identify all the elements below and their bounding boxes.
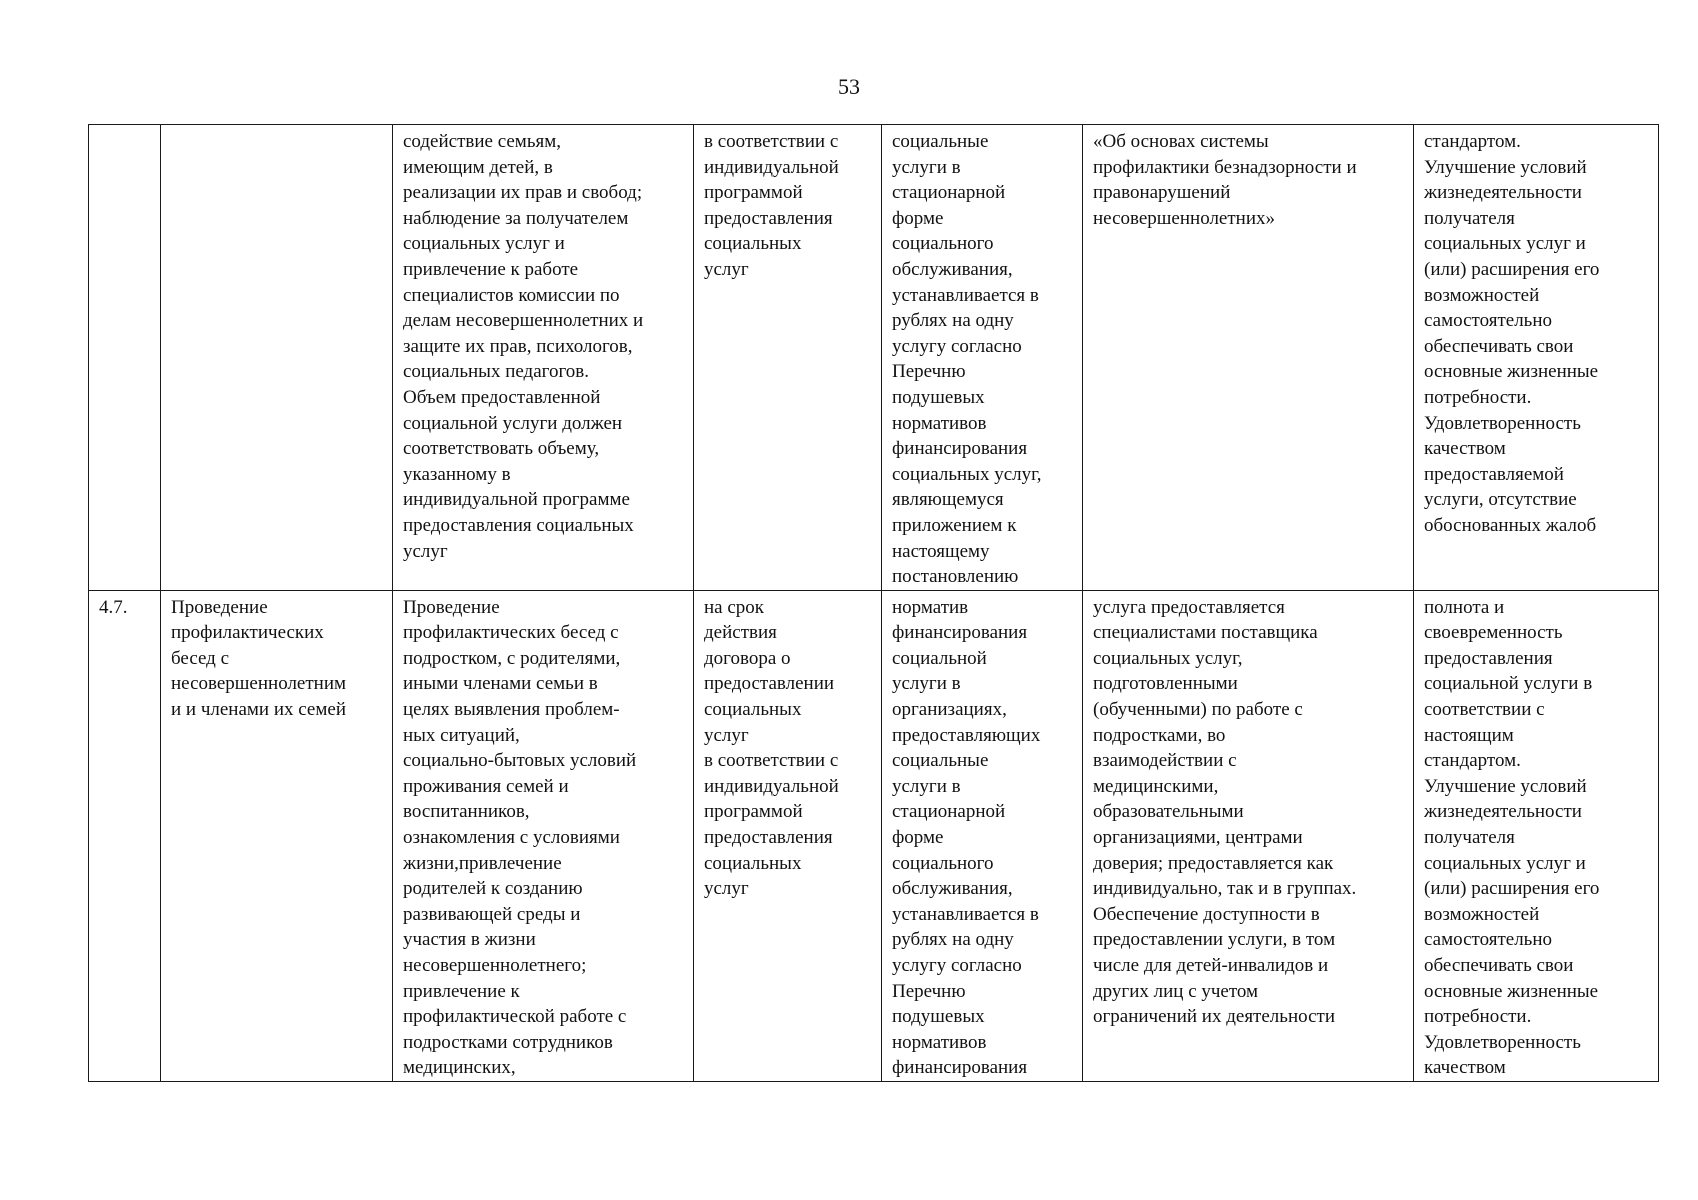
cell-text-line: подушевых <box>892 1006 985 1028</box>
cell-text-line: социальных <box>704 699 802 721</box>
cell-text-line: финансирования <box>892 1057 1028 1079</box>
cell-text-line: подростками, во <box>1093 724 1226 746</box>
cell-text-line: услуг <box>704 724 749 746</box>
cell-text-line: обеспечивать свои <box>1424 335 1574 357</box>
cell-text-line: услуги, отсутствие <box>1424 489 1577 511</box>
cell-text-line: получателя <box>1424 207 1515 229</box>
cell-text-line: социальной услуги должен <box>403 412 623 434</box>
cell-service-term <box>694 125 882 591</box>
cell-text-line: соответствовать объему, <box>403 438 600 460</box>
cell-text-line: предоставления социальных <box>403 514 634 536</box>
cell-text-line: указанному в <box>403 463 511 485</box>
cell-text-line: нормативов <box>892 412 987 434</box>
cell-text-line: услугу согласно <box>892 955 1022 976</box>
cell-text-line: социальных услуг и <box>1424 852 1586 874</box>
cell-text-line: настоящему <box>892 540 990 562</box>
cell-text-line: несовершеннолетних» <box>1093 207 1276 229</box>
cell-text-line: привлечение к <box>403 980 520 1002</box>
cell-number <box>89 125 161 591</box>
cell-text-line: возможностей <box>1424 284 1540 306</box>
cell-text-line: подростками сотрудников <box>403 1031 613 1053</box>
cell-text-line: самостоятельно <box>1424 929 1553 951</box>
cell-text-line: (или) расширения его <box>1424 878 1600 900</box>
cell-text-line: на срок <box>704 596 765 618</box>
cell-text-line: обслуживания, <box>892 878 1013 900</box>
cell-text-line: полнота и <box>1424 596 1505 618</box>
cell-text-line: рублях на одну <box>892 929 1014 951</box>
cell-text-line: обоснованных жалоб <box>1424 514 1597 536</box>
cell-text-line: социального <box>892 233 994 255</box>
cell-text-line: ных ситуаций, <box>403 724 520 746</box>
cell-text-line: взаимодействии с <box>1093 750 1237 772</box>
cell-text-line: программой <box>704 182 803 204</box>
cell-text-line: профилактики безнадзорности и <box>1093 156 1357 178</box>
cell-number <box>89 590 161 1081</box>
cell-text-line: правонарушений <box>1093 182 1231 204</box>
cell-text-line: услуги в <box>892 775 961 797</box>
cell-text-line: Удовлетворенность <box>1424 412 1581 434</box>
cell-text-line: Проведение <box>171 596 268 618</box>
cell-text-line: социальных услуг, <box>1093 647 1243 669</box>
cell-text-line: индивидуальной <box>704 156 839 178</box>
cell-service-conditions <box>1083 590 1414 1081</box>
cell-text-line: подушевых <box>892 386 985 408</box>
cell-text-line: финансирования <box>892 438 1028 460</box>
cell-service-cost <box>882 125 1083 591</box>
cell-service-quality <box>1414 590 1659 1081</box>
cell-text-line: нормативов <box>892 1031 987 1053</box>
cell-text-line: услуг <box>403 540 448 562</box>
cell-text-line: 4.7. <box>99 596 128 618</box>
cell-text-line: социально-бытовых условий <box>403 750 637 772</box>
cell-text-line: приложением к <box>892 514 1017 536</box>
cell-text-line: социальных педагогов. <box>403 361 590 383</box>
cell-text-line: социальные <box>892 750 989 772</box>
cell-text-line: договора о <box>704 647 791 669</box>
cell-text-line: профилактических бесед с <box>403 622 619 644</box>
cell-text-line: специалистами поставщика <box>1093 622 1318 644</box>
cell-text-line: устанавливается в <box>892 284 1039 306</box>
cell-text-line: иными членами семьи в <box>403 673 598 695</box>
cell-text-line: родителей к созданию <box>403 878 583 900</box>
cell-text-line: делам несовершеннолетних и <box>403 310 644 332</box>
cell-text-line: подготовленными <box>1093 673 1238 695</box>
cell-text-line: своевременность <box>1424 622 1563 644</box>
cell-text-line: профилактической работе с <box>403 1006 627 1028</box>
cell-text-line: привлечение к работе <box>403 258 579 280</box>
cell-text-line: услуг <box>704 258 749 280</box>
cell-text-line: финансирования <box>892 622 1028 644</box>
page-number: 53 <box>838 74 860 99</box>
cell-service-name <box>161 125 393 591</box>
cell-text-line: потребности. <box>1424 386 1532 408</box>
cell-text-line: подростком, с родителями, <box>403 647 621 669</box>
cell-text-line: бесед с <box>171 647 230 669</box>
cell-text-line: получателя <box>1424 827 1515 849</box>
cell-text-line: индивидуальной программе <box>403 489 630 511</box>
cell-text-line: медицинскими, <box>1093 775 1219 797</box>
cell-text-line: услугу согласно <box>892 335 1022 357</box>
cell-text-line: качеством <box>1424 438 1506 460</box>
cell-text-line: программой <box>704 801 803 823</box>
cell-text-line: Улучшение условий <box>1424 156 1587 178</box>
cell-text-line: постановлению <box>892 566 1019 588</box>
cell-text-line: предоставления <box>704 827 833 849</box>
cell-text-line: наблюдение за получателем <box>403 207 629 229</box>
cell-text-line: являющемуся <box>892 489 1004 511</box>
cell-service-quality <box>1414 125 1659 591</box>
services-table <box>88 124 1659 1082</box>
cell-text-line: образовательными <box>1093 801 1244 823</box>
cell-text-line: развивающей среды и <box>403 903 581 925</box>
cell-text-line: и и членами их семей <box>171 699 346 721</box>
cell-text-line: предоставления <box>1424 647 1553 669</box>
cell-text-line: в соответствии с <box>704 750 839 772</box>
cell-text-line: ознакомления с условиями <box>403 827 620 849</box>
cell-text-line: защите их прав, психологов, <box>403 335 633 357</box>
cell-service-description <box>393 125 694 591</box>
cell-text-line: проживания семей и <box>403 775 569 797</box>
cell-service-name <box>161 590 393 1081</box>
cell-text-line: «Об основах системы <box>1093 131 1269 152</box>
cell-text-line: действия <box>704 622 777 644</box>
cell-text-line: (или) расширения его <box>1424 258 1600 280</box>
cell-text-line: индивидуальной <box>704 775 839 797</box>
cell-text-line: Перечню <box>892 980 966 1002</box>
cell-text-line: числе для детей-инвалидов и <box>1093 955 1329 976</box>
cell-text-line: в соответствии с <box>704 131 839 152</box>
cell-text-line: индивидуально, так и в группах. <box>1093 878 1357 900</box>
cell-text-line: медицинских, <box>403 1057 516 1079</box>
cell-text-line: возможностей <box>1424 903 1540 925</box>
cell-text-line: Удовлетворенность <box>1424 1031 1581 1053</box>
cell-text-line: социальных услуг и <box>1424 233 1586 255</box>
cell-text-line: стационарной <box>892 182 1006 204</box>
cell-text-line: социальные <box>892 131 989 152</box>
cell-text-line: несовершеннолетнего; <box>403 955 587 976</box>
cell-text-line: устанавливается в <box>892 903 1039 925</box>
cell-text-line: ограничений их деятельности <box>1093 1006 1335 1028</box>
cell-text-line: услуги в <box>892 156 961 178</box>
cell-text-line: социальных услуг и <box>403 233 565 255</box>
cell-text-line: организациях, <box>892 699 1007 721</box>
cell-text-line: содействие семьям, <box>403 131 562 152</box>
cell-text-line: предоставлении услуги, в том <box>1093 929 1336 951</box>
cell-text-line: рублях на одну <box>892 310 1014 332</box>
table-row <box>89 590 1659 1081</box>
cell-text-line: социальных услуг, <box>892 463 1042 485</box>
cell-text-line: социальной <box>892 647 987 669</box>
cell-text-line: социальных <box>704 233 802 255</box>
cell-text-line: социального <box>892 852 994 874</box>
cell-text-line: профилактических <box>171 622 324 644</box>
cell-text-line: несовершеннолетним <box>171 673 347 695</box>
cell-text-line: воспитанников, <box>403 801 530 823</box>
cell-text-line: Обеспечение доступности в <box>1093 903 1320 925</box>
cell-service-description <box>393 590 694 1081</box>
cell-text-line: предоставляющих <box>892 724 1041 746</box>
cell-text-line: услуга предоставляется <box>1093 596 1285 618</box>
cell-text-line: стандартом. <box>1424 750 1521 772</box>
cell-text-line: настоящим <box>1424 724 1514 746</box>
cell-text-line: предоставляемой <box>1424 463 1564 485</box>
cell-text-line: основные жизненные <box>1424 980 1599 1002</box>
cell-text-line: целях выявления проблем- <box>403 699 620 721</box>
cell-text-line: форме <box>892 207 944 229</box>
cell-text-line: обеспечивать свои <box>1424 955 1574 976</box>
cell-text-line: самостоятельно <box>1424 310 1553 332</box>
cell-text-line: жизнедеятельности <box>1424 182 1582 204</box>
cell-text-line: потребности. <box>1424 1006 1532 1028</box>
cell-text-line: (обученными) по работе с <box>1093 699 1303 721</box>
cell-text-line: Улучшение условий <box>1424 775 1587 797</box>
cell-text-line: имеющим детей, в <box>403 156 553 178</box>
cell-text-line: доверия; предоставляется как <box>1093 852 1334 874</box>
cell-text-line: специалистов комиссии по <box>403 284 620 306</box>
cell-service-cost <box>882 590 1083 1081</box>
cell-text-line: услуги в <box>892 673 961 695</box>
cell-text-line: услуг <box>704 878 749 900</box>
cell-text-line: предоставления <box>704 207 833 229</box>
cell-text-line: основные жизненные <box>1424 361 1599 383</box>
cell-text-line: предоставлении <box>704 673 835 695</box>
cell-text-line: Перечню <box>892 361 966 383</box>
cell-text-line: социальной услуги в <box>1424 673 1593 695</box>
cell-text-line: Проведение <box>403 596 500 618</box>
cell-text-line: соответствии с <box>1424 699 1545 721</box>
cell-text-line: обслуживания, <box>892 258 1013 280</box>
cell-text-line: реализации их прав и свобод; <box>403 182 643 204</box>
cell-text-line: качеством <box>1424 1057 1506 1079</box>
cell-text-line: организациями, центрами <box>1093 827 1303 849</box>
cell-text-line: жизни,привлечение <box>403 852 562 874</box>
cell-text-line: стандартом. <box>1424 131 1521 152</box>
table-row <box>89 125 1659 591</box>
cell-service-term <box>694 590 882 1081</box>
cell-text-line: жизнедеятельности <box>1424 801 1582 823</box>
cell-text-line: Объем предоставленной <box>403 386 601 408</box>
cell-text-line: форме <box>892 827 944 849</box>
cell-text-line: социальных <box>704 852 802 874</box>
cell-service-conditions <box>1083 125 1414 591</box>
cell-text-line: стационарной <box>892 801 1006 823</box>
cell-text-line: других лиц с учетом <box>1093 980 1259 1002</box>
cell-text-line: участия в жизни <box>403 929 536 951</box>
cell-text-line: норматив <box>892 596 969 618</box>
